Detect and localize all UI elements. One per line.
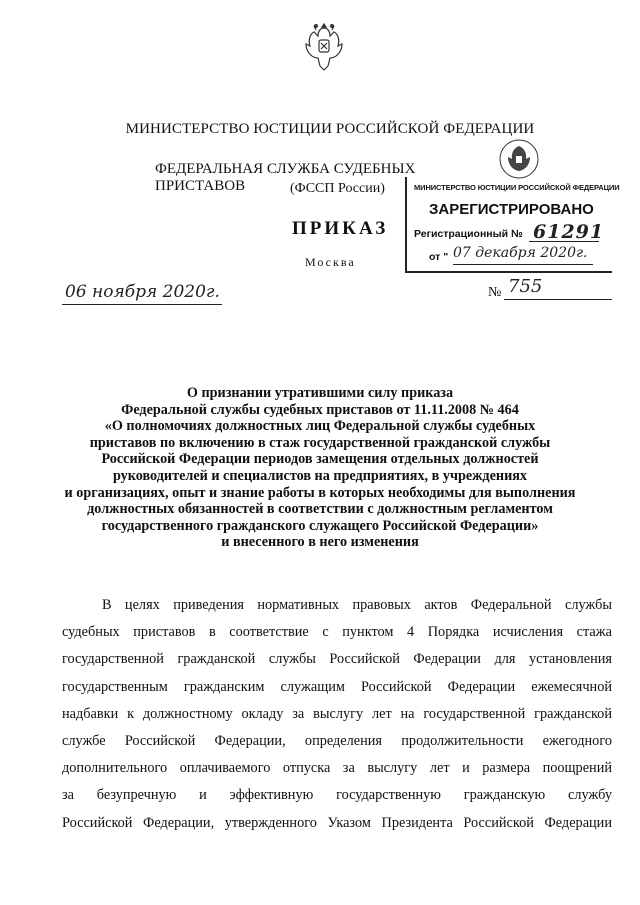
body-line: судебных приставов в соответствие с пунктом 4 Порядка исчисления стажа bbox=[62, 624, 612, 641]
registration-stamp bbox=[405, 177, 620, 273]
order-heading bbox=[40, 385, 600, 551]
body-line: за безупречную и эффективную государственную гражданскую службу bbox=[62, 787, 612, 804]
heading-line: должностных обязанностей в соответствии с должностным регламентом bbox=[87, 501, 553, 518]
stamp-date-underline bbox=[453, 264, 593, 265]
coat-of-arms-icon bbox=[300, 18, 348, 76]
stamp-regno-label: Регистрационный № bbox=[414, 228, 523, 240]
heading-line: О признании утратившими силу приказа bbox=[186, 385, 454, 401]
stamp-registered: ЗАРЕГИСТРИРОВАНО bbox=[429, 201, 594, 218]
heading-line: и внесенного в него изменения bbox=[221, 534, 419, 551]
body-line: дополнительного оплачиваемого отпуска за выслугу лет и размера поощрений bbox=[62, 760, 612, 777]
heading-line: государственного гражданского служащего Российской Федерации» bbox=[101, 517, 539, 534]
service-short-name: (ФССП России) bbox=[290, 181, 385, 196]
order-number-label: № bbox=[488, 285, 502, 300]
signed-date: 06 ноября 2020г. bbox=[65, 282, 220, 302]
stamp-regno-underline bbox=[529, 241, 599, 242]
heading-line: руководителей и специалистов на предприятиях, в учреждениях bbox=[112, 467, 528, 484]
heading-line: приставов по включению в стаж государственной гражданской службы bbox=[89, 434, 551, 451]
heading-line: «О полномочиях должностных лиц Федеральной службы судебных bbox=[104, 418, 536, 435]
order-body-text bbox=[62, 592, 612, 837]
document-title: ПРИКАЗ bbox=[292, 218, 389, 239]
stamp-date-label: от " bbox=[429, 251, 449, 263]
body-line: Российской Федерации, утвержденного Указом Президента Российской Федерации bbox=[62, 814, 612, 831]
body-line: службе Российской Федерации, определения продолжительности ежегодного bbox=[62, 732, 612, 749]
order-number-underline bbox=[504, 299, 612, 300]
stamp-ministry: МИНИСТЕРСТВО ЮСТИЦИИ РОССИЙСКОЙ ФЕДЕРАЦИИ bbox=[414, 183, 620, 192]
heading-line: Федеральной службы судебных приставов от 11.11.2008 № 464 bbox=[121, 401, 519, 418]
body-line: надбавки к должностному окладу за выслугу лет на государственной гражданской bbox=[62, 705, 612, 722]
stamp-date: 07 декабря 2020г. bbox=[453, 245, 588, 261]
ministry-name: МИНИСТЕРСТВО ЮСТИЦИИ РОССИЙСКОЙ ФЕДЕРАЦИИ bbox=[125, 121, 535, 137]
city-name: Москва bbox=[305, 255, 356, 269]
body-line: В целях приведения нормативных правовых актов Федеральной службы bbox=[102, 597, 612, 613]
stamp-regno: 61291 bbox=[533, 221, 605, 243]
signed-date-underline bbox=[62, 304, 222, 305]
order-number: 755 bbox=[508, 276, 543, 297]
body-line: государственным гражданским служащим Российской Федерации ежемесячной bbox=[62, 678, 612, 695]
heading-line: Российской Федерации периодов замещения отдельных должностей bbox=[101, 451, 539, 468]
body-line: государственной гражданской службы Российской Федерации для установления bbox=[62, 651, 612, 668]
heading-line: и организациях, опыт и знание работы в которых необходимы для выполнения bbox=[64, 484, 576, 501]
seal-icon bbox=[497, 137, 541, 181]
service-name: ФЕДЕРАЛЬНАЯ СЛУЖБА СУДЕБНЫХ ПРИСТАВОВ bbox=[155, 161, 416, 194]
